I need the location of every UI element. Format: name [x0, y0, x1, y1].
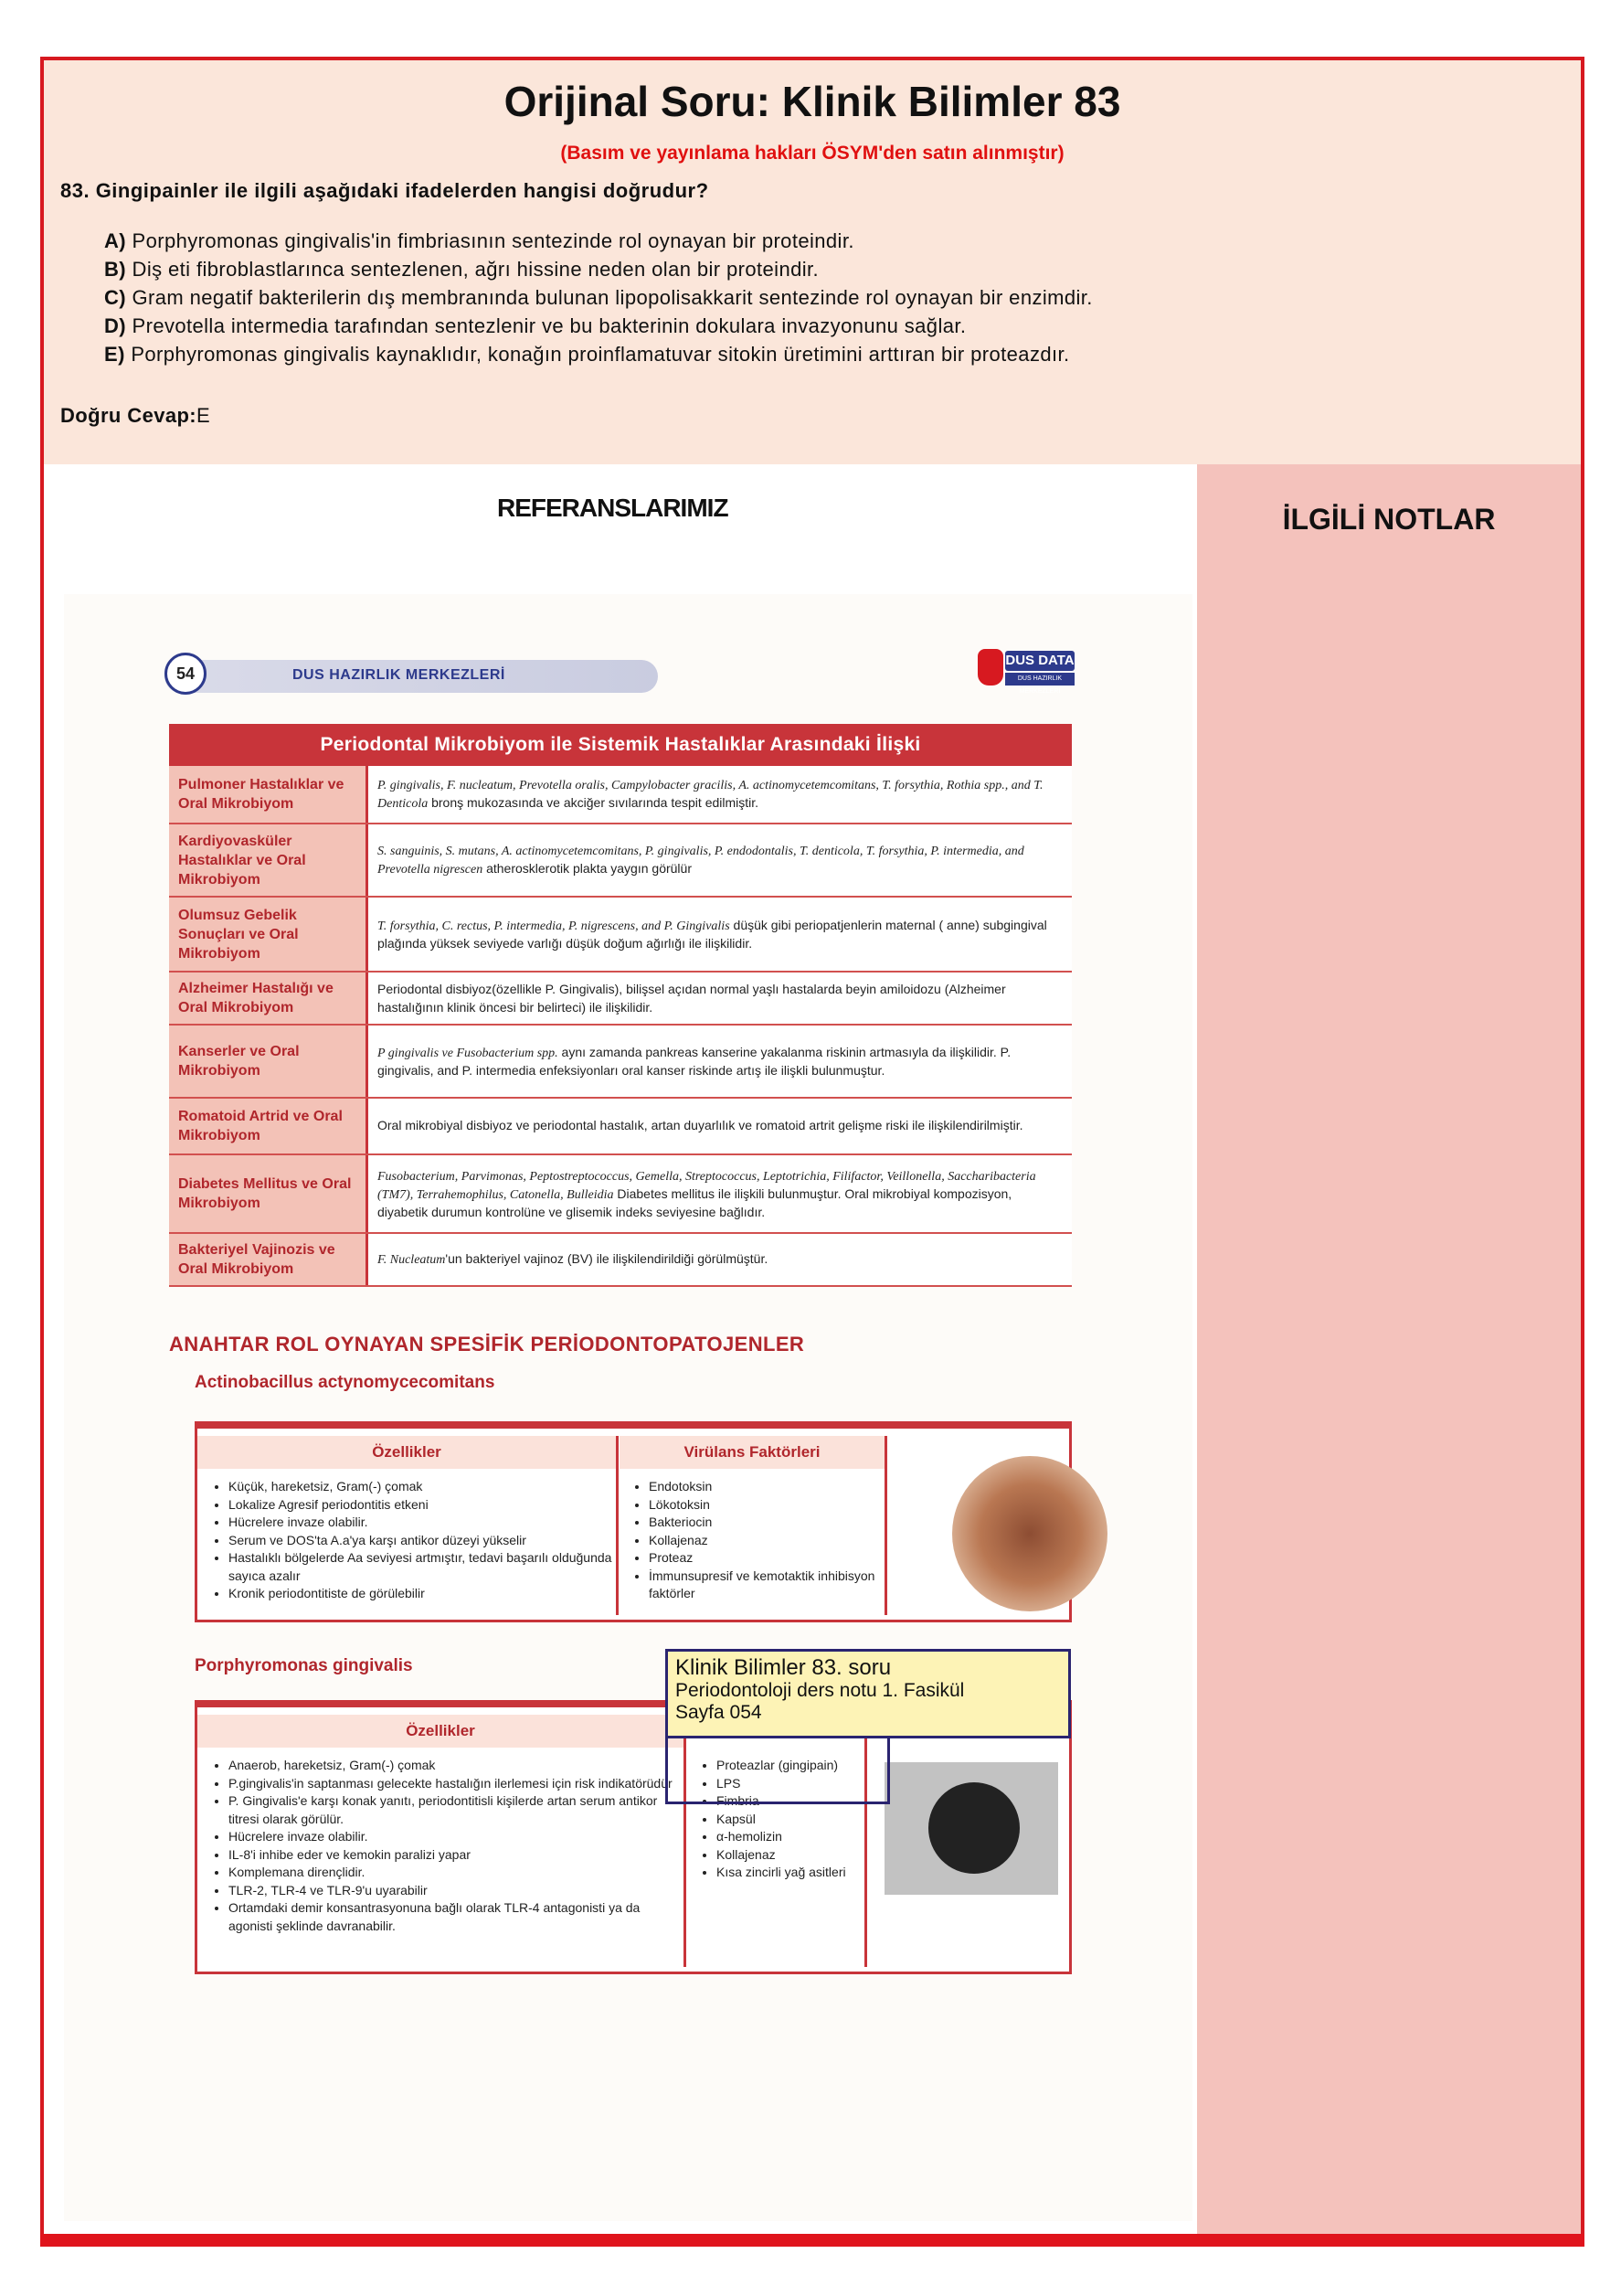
- answer-options: [104, 227, 1093, 368]
- table-row: Pulmoner Hastalıklar ve Oral Mikrobiyom P. gingivalis, F. nucleatum, Prevotella oralis, Campylobacter gracilis, A. actinomycetemcomitans, T. forsythia, Rothia spp., and T. Denticola bronş mukozasında ve akciğer sıvılarında tespit edilmiştir.: [169, 766, 1072, 824]
- references-title: REFERANSLARIMIZ: [497, 494, 728, 522]
- option-c: C) Gram negatif bakterilerin dış membranında bulunan lipopolisakkarit sentezinde rol oynayan bir enzimdir.: [104, 286, 1093, 309]
- option-e: E) Porphyromonas gingivalis kaynaklıdır, konağın proinflamatuvar sitokin üretimini arttıran bir proteazdır.: [104, 343, 1070, 366]
- dusdata-logo: DUS DATA DUS HAZIRLIK MERKEZLERİ: [978, 649, 1078, 689]
- copyright-note: (Basım ve yayınlama hakları ÖSYM'den satın alınmıştır): [560, 143, 1065, 164]
- table-row: Kardiyovasküler Hastalıklar ve Oral Mikrobiyom S. sanguinis, S. mutans, A. actinomycetemcomitans, P. gingivalis, P. endodontalis, T. denticola, T. forsythia, P. intermedia, and Prevotella nigrescen atherosklerotik plakta yaygın görülür: [169, 824, 1072, 898]
- aa-title: Actinobacillus actynomycecomitans: [195, 1373, 495, 1392]
- aa-virulence-header: Virülans Faktörleri: [620, 1436, 885, 1469]
- option-a: A) Porphyromonas gingivalis'in fimbriasının sentezinde rol oynayan bir proteindir.: [104, 229, 854, 252]
- callout-highlight-box: [665, 1737, 890, 1804]
- pg-table: [195, 1700, 1072, 1974]
- table-row: Diabetes Mellitus ve Oral Mikrobiyom Fusobacterium, Parvimonas, Peptostreptococcus, Gemella, Streptococcus, Leptotrichia, Filifactor, Veillonella, Saccharibacteria (TM7), Terrahemophilus, Catonella, Bulleidia Diabetes mellitus ile ilişkili bulunmuştur. Oral mikrobiyal kompozisyon, diyabetik durumun kontrolüne ve glisemik indeks seviyesine bağlıdır.: [169, 1155, 1072, 1234]
- question-stem: 83. Gingipainler ile ilgili aşağıdaki ifadelerden hangisi doğrudur?: [60, 179, 709, 202]
- section-title: ANAHTAR ROL OYNAYAN SPESİFİK PERİODONTOPATOJENLER: [169, 1333, 805, 1355]
- pg-features-list: • Anaerob, hareketsiz, Gram(-) çomak • P.gingivalis'in saptanması gelecekte hastalığın ilerlemesi için risk indikatörüdür • P. Gingivalis'e karşı konak yanıtı, periodontitisli kişilerde artan serum antikor titresi olarak görülür. • Hücrelere invaze olabilir. • IL-8'i inhibe eder ve kemokin paralizi yapar • Komplemana dirençlidir. • TLR-2, TLR-4 ve TLR-9'u uyarabilir • Ortamdaki demir konsantrasyonuna bağlı olarak TLR-4 antagonisti ya da agonisti şeklinde davranabilir.: [210, 1757, 680, 1935]
- page-title: Orijinal Soru: Klinik Bilimler 83: [503, 78, 1121, 125]
- pg-micrograph: [885, 1762, 1058, 1895]
- aa-features-header: Özellikler: [197, 1436, 616, 1469]
- table-row: Olumsuz Gebelik Sonuçları ve Oral Mikrobiyom T. forsythia, C. rectus, P. intermedia, P. nigrescens, and P. Gingivalis düşük gibi periopatjenlerin maternal ( anne) subgingival plağında yüksek seviyede varlığı düşük doğum ağırlığı ile ilişkilidir.: [169, 898, 1072, 973]
- question-panel: [44, 60, 1581, 464]
- aa-virulence-list: • Endotoksin • Lökotoksin • Bakteriocin • Kollajenaz • Proteaz • İmmunsupresif ve kemotaktik inhibisyon faktörler: [630, 1478, 879, 1603]
- reference-callout: Klinik Bilimler 83. soru Periodontoloji ders notu 1. Fasikül Sayfa 054: [665, 1649, 1071, 1738]
- aa-colony-photo: [952, 1456, 1107, 1611]
- option-b: B) Diş eti fibroblastlarınca sentezlenen, ağrı hissine neden olan bir proteindir.: [104, 258, 820, 281]
- reference-document: [64, 594, 1192, 2221]
- aa-features-list: • Küçük, hareketsiz, Gram(-) çomak • Lokalize Agresif periodontitis etkeni • Hücrelere invaze olabilir. • Serum ve DOS'ta A.a'ya karşı antikor düzeyi yükselir • Hastalıklı bölgelerde Aa seviyesi artmıştır, tedavi başarılı olduğunda sayıca azalır • Kronik periodontitiste de görülebilir: [210, 1478, 612, 1603]
- document-header-text: DUS HAZIRLIK MERKEZLERİ: [292, 667, 505, 683]
- pg-virulence-list: • Proteazlar (gingipain) • LPS • Fimbria • Kapsül • α-hemolizin • Kollajenaz • Kısa zincirli yağ asitleri: [698, 1757, 861, 1882]
- correct-answer: Doğru Cevap:E: [60, 404, 211, 427]
- table-row: Alzheimer Hastalığı ve Oral Mikrobiyom Periodontal disbiyoz(özellikle P. Gingivalis), bilişsel açıdan normal yaşlı hastalarda beyin amiloidozu (Alzheimer hastalığının klinik öncesi bir belirteci) ile ilişkilidir.: [169, 973, 1072, 1026]
- microbiome-table: [169, 724, 1072, 1287]
- pg-title: Porphyromonas gingivalis: [195, 1656, 413, 1675]
- notes-title: İLGİLİ NOTLAR: [1282, 503, 1496, 536]
- notes-column: [1197, 464, 1581, 2234]
- table-row: Bakteriyel Vajinozis ve Oral Mikrobiyom F. Nucleatum'un bakteriyel vajinoz (BV) ile ilişkilendirildiği görülmüştür.: [169, 1234, 1072, 1287]
- pg-features-header: Özellikler: [197, 1715, 683, 1748]
- table-row: Kanserler ve Oral Mikrobiyom P gingivalis ve Fusobacterium spp. aynı zamanda pankreas kanserine yakalanma riskinin artmasıyla da ilişkilidir. P. gingivalis, and P. intermedia enfeksiyonları oral kanser riskinde artış ile ilişkli bulunmuştur.: [169, 1026, 1072, 1099]
- tooth-icon: [978, 649, 1003, 686]
- aa-table: [195, 1421, 1072, 1622]
- table-title: Periodontal Mikrobiyom ile Sistemik Hastalıklar Arasındaki İlişki: [169, 724, 1072, 766]
- option-d: D) Prevotella intermedia tarafından sentezlenir ve bu bakterinin dokulara invazyonunu sağlar.: [104, 314, 967, 337]
- table-row: Romatoid Artrid ve Oral Mikrobiyom Oral mikrobiyal disbiyoz ve periodontal hastalık, artan duyarlılık ve romatoid artrit gelişme riski ile ilişkilendirilmiştir.: [169, 1099, 1072, 1155]
- bottom-bar: [40, 2234, 1584, 2247]
- page-number: 54: [164, 653, 207, 695]
